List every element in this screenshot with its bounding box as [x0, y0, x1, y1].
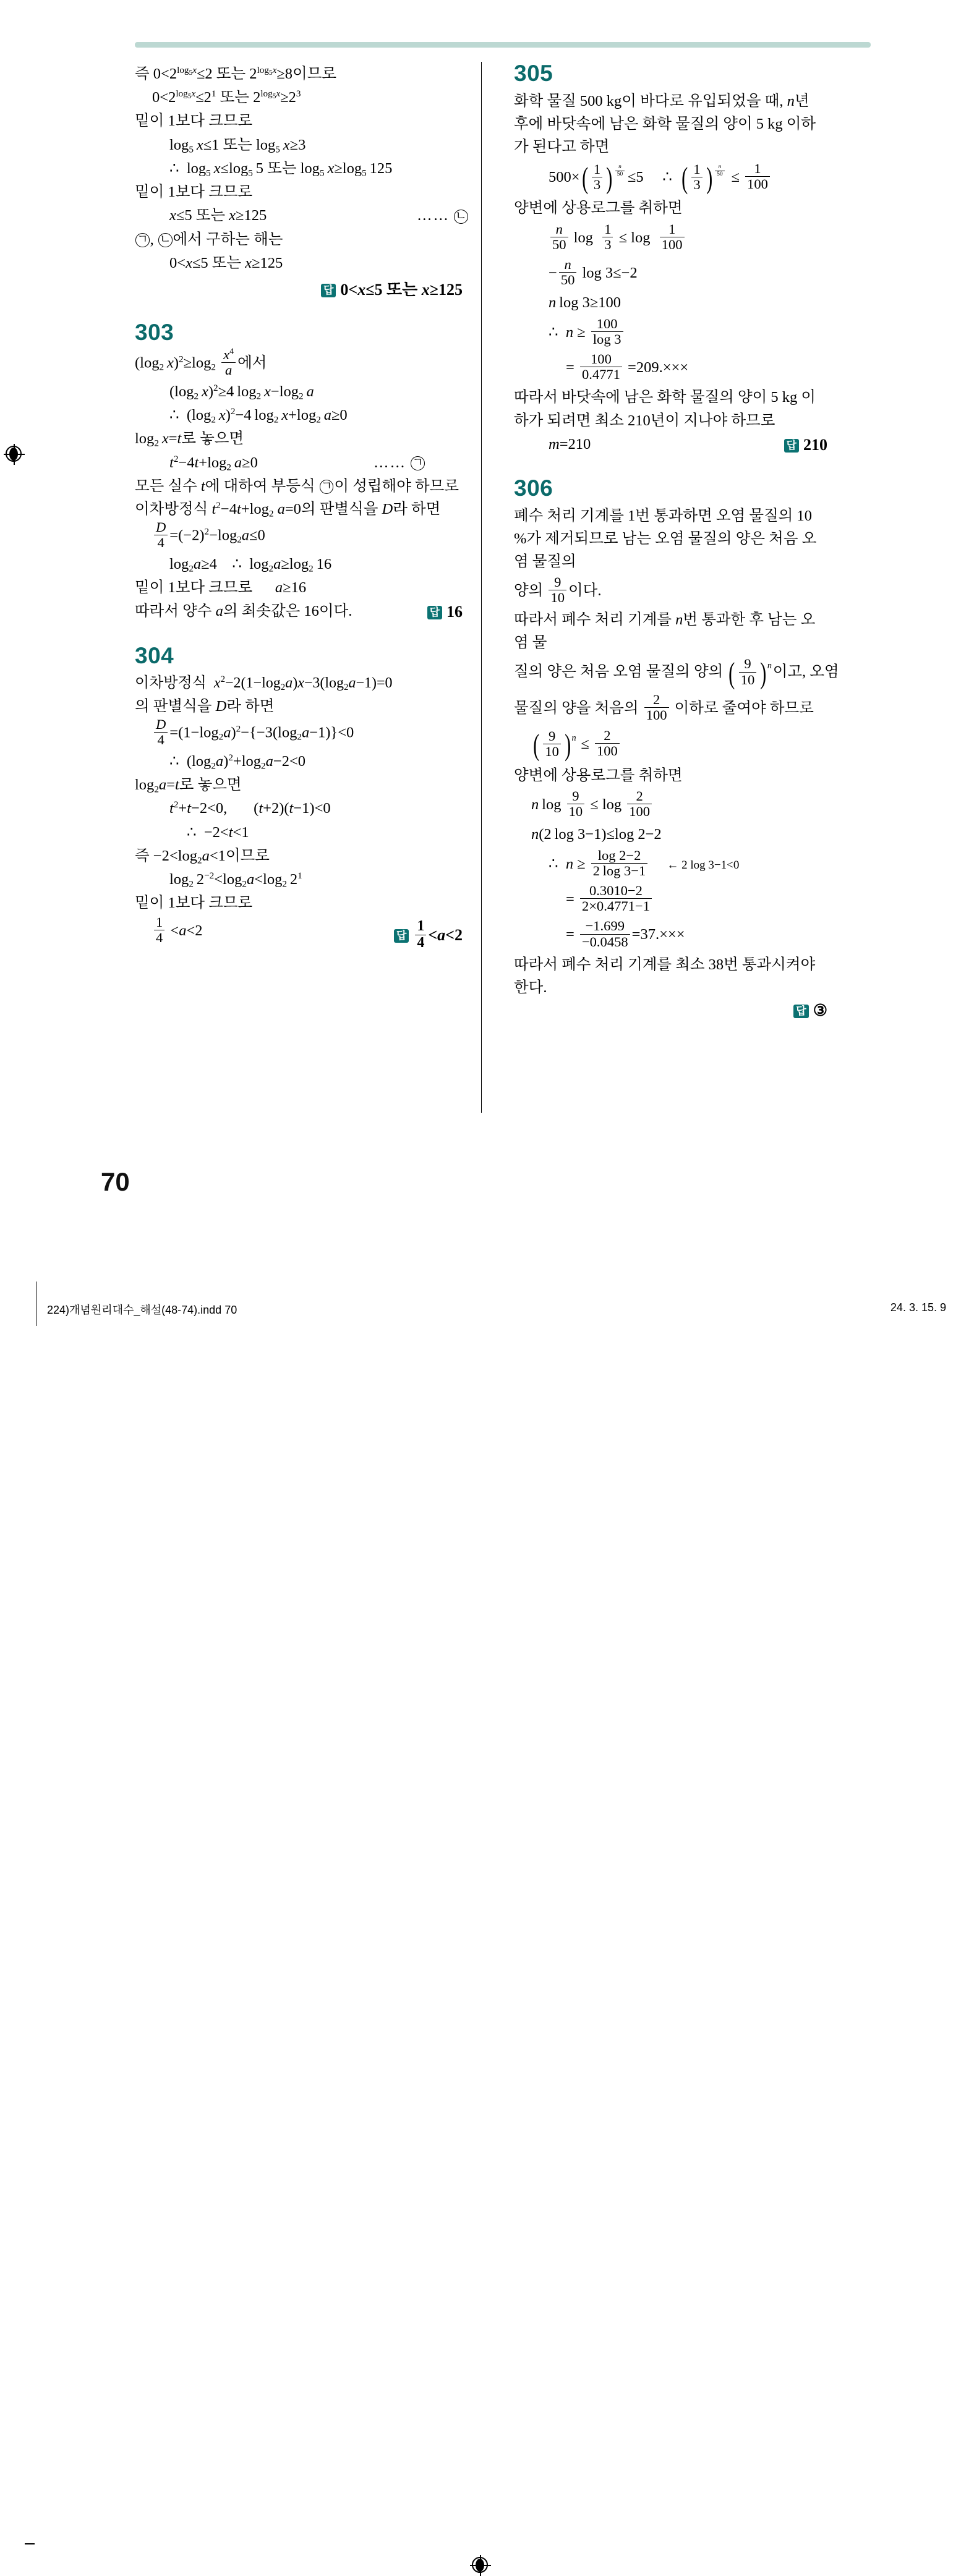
solution-line: ( $\frac{9}{10}$ )n ≤ $\frac{2}{100}$ — [531, 726, 827, 763]
solution-line: ($\log_2$ $x)^2\ge\log_2$ $\frac{x^4}{a}$ 에서 — [135, 346, 267, 378]
answer-row — [514, 1001, 827, 1020]
solution-line: n log $\frac{9}{10}$ ≤ log $\frac{2}{100}$ — [531, 788, 827, 822]
answer-value: ③ — [813, 1001, 827, 1020]
sidenote-306: ← 2 log 3−1<0 — [667, 858, 740, 872]
solution-line: 양변에 상용로그를 취하면 — [514, 767, 683, 784]
solution-line: $\log_2a\ge 4$ ∴ $\log_2a\ge\log_2$ 16 — [169, 555, 332, 574]
solution-line: $t^2-4t+\log_2$ a≥0 …… ㄱ — [169, 451, 463, 474]
solution-line: $\log_2 2^{-2}<\log_2a<\log_2$ $2^1$ — [169, 870, 302, 890]
problem-block-306 — [514, 475, 839, 1020]
answer-row — [427, 600, 463, 624]
solution-line: 물질의 양을 처음의 $\frac{2}{100}$ 이하로 줄여야 하므로 — [514, 691, 814, 723]
solution-line: 밑이 1보다 크므로 — [135, 113, 253, 130]
two-column-layout — [135, 62, 871, 1113]
answer-badge: 답 — [394, 929, 409, 943]
footer-filename: 224)개념원리대수_해설(48-74).indd 70 — [47, 1304, 237, 1316]
solution-line: 의 판별식을 D라 하면 — [135, 698, 275, 715]
answer-value: 16 — [446, 603, 463, 621]
solution-line: $\log_2a=t$로 놓으면 — [135, 776, 242, 795]
right-column — [481, 61, 839, 1113]
solution-line: ∴ $(\log_2a)^2+\log_2a-2<0$ — [169, 752, 306, 772]
footer-timestamp: 24. 3. 15. 9 — [890, 1301, 946, 1314]
solution-line: 양의 $\frac{9}{10}$ 이다. — [514, 574, 602, 606]
solution-line: $t^2+t-2<0$, (t+2)(t−1)<0 — [169, 799, 331, 817]
answer-value: 0<x≤5 또는 x≥125 — [340, 281, 463, 299]
solution-line: $\frac{1}{4}$ <a<2 답 $\frac{1}{4}$ <a<2 — [152, 916, 463, 947]
answer-value: $\frac{1}{4}$ <a<2 — [413, 926, 463, 944]
solution-line: ∴ ($\log_2$ x)$^2$−4 $\log_2 x+\log_2$ a≥0 — [169, 406, 348, 425]
solution-line: ∴ −2<t<1 — [187, 823, 249, 841]
page-body — [0, 62, 961, 1168]
solution-line: 즉 $0<2^{log_5x}\le 2$ 또는 $2^{log_5x}\ge 8$이므로 — [135, 64, 337, 82]
answer-badge: 답 — [321, 284, 336, 297]
solution-line: 0<x≤5 또는 x≥125 — [169, 254, 283, 271]
solution-line: 따라서 양수 a의 최솟값은 16이다. 답 16 — [135, 600, 463, 623]
problem-intro-306: 폐수 처리 기계를 1번 통과하면 오염 물질의 10 %가 제거되므로 남는 오염 물질의 양은 처음 오염 물질의 — [514, 508, 817, 571]
solution-line: 밑이 1보다 크므로 — [135, 184, 253, 201]
problem-number-304: 304 — [135, 642, 174, 668]
solution-line: n log 3≥100 — [549, 294, 621, 312]
solution-line: $\log_5 x\le 1$ 또는 $\log_5 x\ge 3$ — [169, 136, 306, 155]
continued-solution-block — [135, 62, 467, 300]
answer-value: 210 — [803, 435, 827, 454]
problem-number-303: 303 — [135, 320, 174, 346]
solution-line: 모든 실수 t에 대하여 부등식 ㄱ 이 성립해야 하므로 이차방정식 $t^2-4t+\log_2$ a=0의 판별식을 D라 하면 — [135, 477, 459, 519]
answer-row — [784, 433, 827, 457]
problem-number-305: 305 — [514, 61, 553, 86]
answer-badge: 답 — [427, 606, 442, 619]
solution-line: $0<2^{log_5x}\le 2^1$ 또는 $2^{log_5x}\ge 2^3$ — [152, 88, 301, 106]
solution-line: = $\frac{-1.699}{-0.0458}$ =37.××× — [566, 918, 685, 950]
solution-line: $\log_2 x=t$로 놓으면 — [135, 430, 244, 449]
answer-badge: 답 — [784, 439, 799, 453]
solution-line: 양변에 상용로그를 취하면 — [514, 200, 683, 217]
top-decorative-rule — [135, 42, 871, 48]
answer-row — [135, 277, 463, 300]
solution-line: ∴ n ≥ $\frac{\log 2-2}{2 \log 3-1}$ ← 2 log 3−1<0 — [549, 847, 740, 878]
equation-marker: …… ㄱ — [374, 451, 425, 474]
solution-line: $\frac{n}{50}$ log $\frac{1}{3}$ ≤ log $\frac{1}{100}$ — [549, 221, 827, 255]
solution-conclusion-305: 따라서 바닷속에 남은 화학 물질의 양이 5 kg 이하가 되려면 최소 210년이 지나야 하므로 — [514, 389, 816, 429]
solution-line: ($\log_2$ x)$^2$≥4 $\log_2 x-\log_2$ a — [169, 382, 314, 402]
solution-line: 이차방정식 $x^2-2(1-\log_2a)x-3(\log_2a-1)=0$ — [135, 674, 393, 692]
solution-line: 즉 $-2<\log_2a<1$이므로 — [135, 847, 270, 866]
solution-line: = $\frac{0.3010-2}{2\times 0.4771-1}$ — [566, 882, 827, 917]
solution-line: 500×( $\frac{1}{3}$ ) $\frac{n}{50}$ ≤5 ∴ ( $\frac{1}{3}$ ) $\frac{n}{50}$ ≤ $\frac{1}{100}$ — [549, 159, 827, 197]
solution-line: 따라서 폐수 처리 기계를 n번 통과한 후 남는 오염 물 — [514, 611, 816, 651]
answer-badge: 답 — [793, 1005, 808, 1018]
problem-intro-305: 화학 물질 500 kg이 바다로 유입되었을 때, n년 후에 바닷속에 남은 화학 물질의 양이 5 kg 이하가 된다고 하면 — [514, 93, 816, 156]
solution-line: $\frac{D}{4}$ $=(1-\log_2a)^2-\{-3(\log_2a-1)\}<0$ — [152, 718, 463, 749]
problem-number-306: 306 — [514, 475, 553, 501]
solution-line: − $\frac{n}{50}$ log 3≤−2 — [549, 257, 638, 288]
solution-line: m=210 답 210 — [549, 433, 827, 456]
solution-line: 밑이 1보다 크므로 — [135, 895, 253, 912]
answer-row — [394, 919, 463, 953]
solution-line: x≤5 또는 x≥125 …… ㄴ — [169, 204, 463, 227]
solution-line: ㄱ , ㄴ 에서 구하는 해는 — [135, 228, 463, 251]
crop-mark-icon — [25, 2543, 35, 2544]
equation-marker: …… ㄴ — [417, 204, 469, 227]
solution-line: = $\frac{100}{0.4771}$ =209.××× — [566, 351, 689, 383]
solution-line: ∴ n ≥ $\frac{100}{\log 3}$ — [549, 315, 827, 350]
solution-line: n(2 log 3−1)≤log 2−2 — [531, 826, 662, 843]
solution-line: $\frac{D}{4}$ $=(-2)^2-\log_2a\le 0$ — [152, 521, 463, 552]
solution-line: 질의 양은 처음 오염 물질의 양의 ( $\frac{9}{10}$ )n이고, 오염 — [514, 655, 839, 690]
solution-line: 밑이 1보다 크므로 a≥16 — [135, 579, 307, 597]
problem-block-303 — [135, 321, 463, 623]
solution-line: ∴ $\log_5 x\le\log_5$ 5 또는 $\log_5 x\ge\log_5$ 125 — [169, 159, 393, 179]
problem-block-304 — [135, 642, 463, 951]
page-number: 70 — [101, 1167, 130, 1196]
solution-conclusion-306: 따라서 폐수 처리 기계를 최소 38번 통과시켜야 한다. — [514, 956, 816, 996]
registration-mark-icon — [470, 2555, 491, 2576]
problem-block-305 — [514, 62, 827, 456]
left-column — [135, 62, 481, 1113]
print-footer — [0, 1264, 961, 1328]
